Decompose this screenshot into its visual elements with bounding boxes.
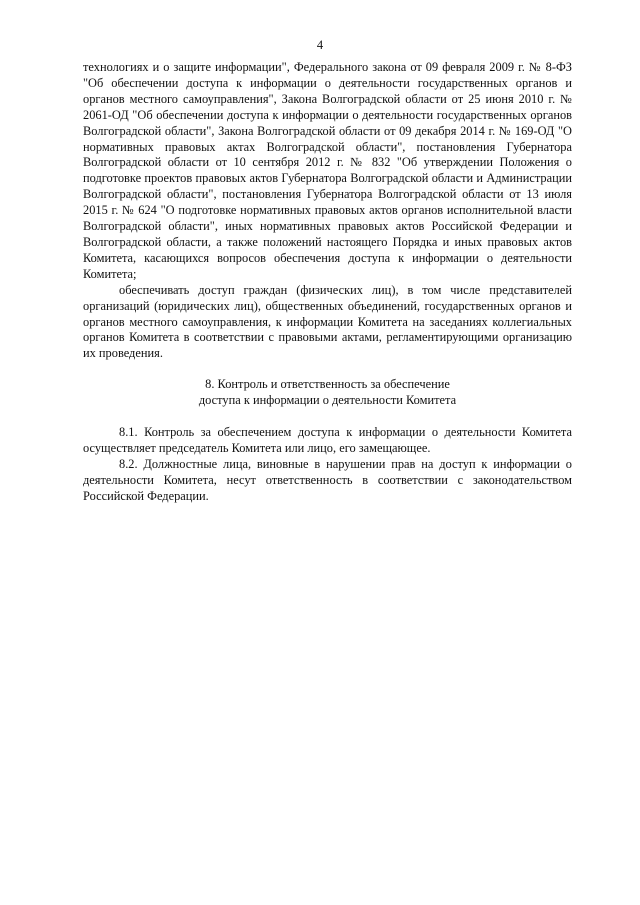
document-body	[83, 60, 572, 505]
paragraph-8-1: 8.1. Контроль за обеспечением доступа к информации о деятельности Комитета осуществляет председатель Комитета или лицо, его замещающее.	[83, 425, 572, 455]
section-8-heading-line-2: доступа к информации о деятельности Комитета	[198, 393, 457, 408]
section-8-heading	[83, 377, 572, 409]
page-number: 4	[316, 38, 324, 52]
paragraph-legal-basis: технологиях и о защите информации", Федерального закона от 09 февраля 2009 г. № 8-ФЗ "Об обеспечении доступа к информации о деятельности государственных органов и органов местного самоуправления", Закона Волгоградской области от 25 июня 2010 г. № 2061-ОД "Об обеспечении доступа к информации о деятельности государственных органов Волгоградской области", Закона Волгоградской области от 09 декабря 2014 г. № 169-ОД "О нормативных правовых актах Волгоградской области", постановления Губернатора Волгоградской области от 10 сентября 2012 г. № 832 "Об утверждении Положения о подготовке проектов правовых актов Губернатора Волгоградской области и Администрации Волгоградской области", постановления Губернатора Волгоградской области от 13 июля 2015 г. № 624 "О подготовке нормативных правовых актов органов исполнительной власти Волгоградской области", иных нормативных правовых актов Российской Федерации и Волгоградской области, а также положений настоящего Порядка и иных правовых актов Комитета, касающихся вопросов обеспечения доступа к информации о деятельности Комитета;	[83, 60, 572, 281]
section-8-heading-line-1: 8. Контроль и ответственность за обеспечение	[205, 377, 450, 392]
paragraph-8-2: 8.2. Должностные лица, виновные в нарушении прав на доступ к информации о деятельности Комитета, несут ответственность в соответствии с законодательством Российской Федерации.	[83, 456, 572, 503]
paragraph-access-citizens: обеспечивать доступ граждан (физических лиц), в том числе представителей организаций (юридических лиц), общественных объединений, государственных органов и органов местного самоуправления, к информации Комитета на заседаниях коллегиальных органов Комитета в соответствии с правовыми актами, регламентирующими организацию их проведения.	[83, 282, 572, 361]
